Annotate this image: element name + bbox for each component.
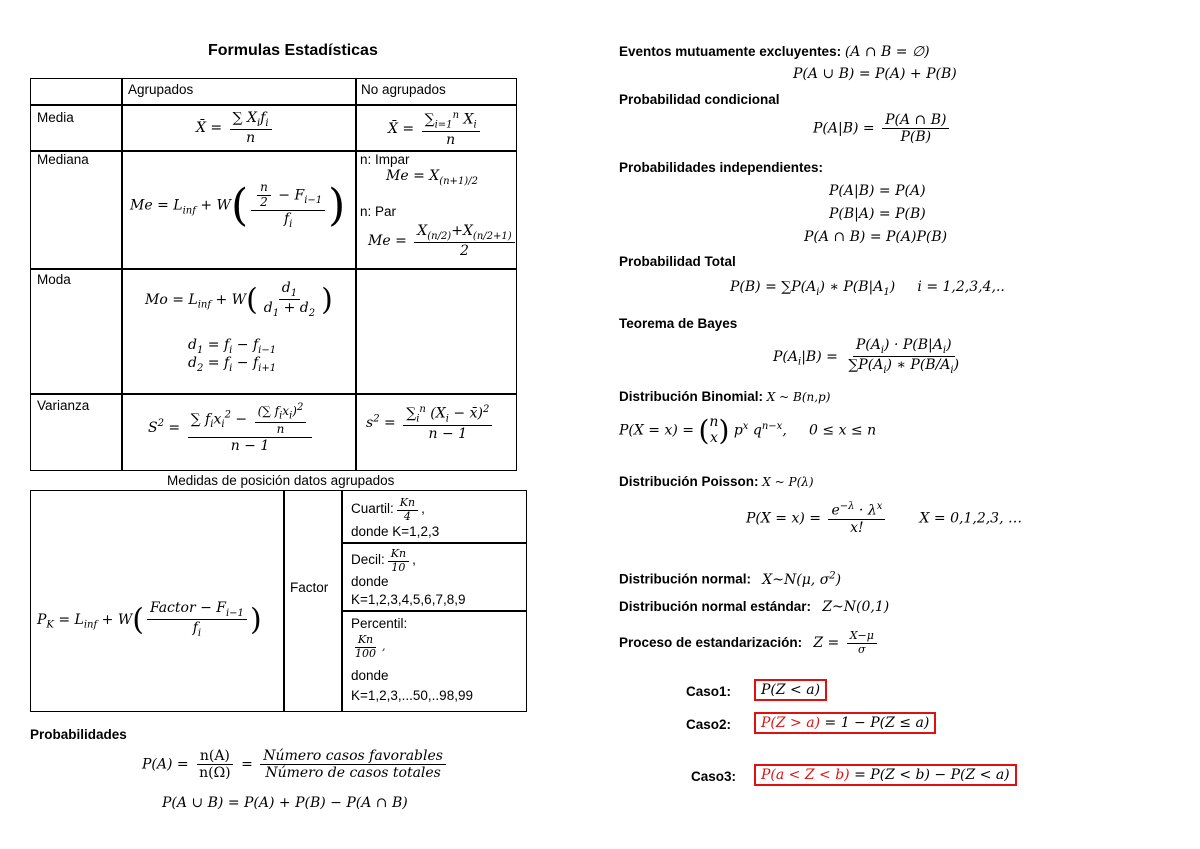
formula-excluyentes: P(A ∪ B) = P(A) + P(B) [793, 66, 957, 82]
caso3-formula: P(a < Z < b) = P(Z < b) − P(Z < a) [754, 764, 1017, 786]
formula-binomial: P(X = x) = ( n x ) $p^x$ $q^{n-x}$, 0 ≤ x ≤ n [619, 414, 877, 447]
condicional-heading: Probabilidad condicional [619, 92, 780, 107]
normal-heading: Distribución normal: X~N(μ, $\sigma^2$) [619, 570, 842, 588]
formula-varianza-no-agrupados: $s^2$ = $\frac{\sum_i^n (X_i - x̄)^2}{n - 1}$ [366, 404, 495, 442]
formula-union: P(A ∪ B) = P(A) + P(B) − P(A ∩ B) [162, 795, 408, 811]
decil-k: K=1,2,3,4,5,6,7,8,9 [351, 592, 466, 607]
formula-bayes: $P(A_i|B)$ = $\frac{P(A_i) \cdot P(B|A_i)}{\sum P(A_i) ∗ P(B/A_i)}$ [773, 337, 960, 377]
formula-laplace: P(A) = $\frac{n(A)}{n(\Omega)}$ = $\frac{\text{Número casos favorables}}{\text{Número de casos totales}}$ [142, 748, 449, 781]
percentil-label: Percentil: [351, 616, 408, 631]
totales-text: Número de casos totales [265, 765, 441, 782]
mediana-impar-label: n: Impar [360, 152, 410, 167]
factor-label: Factor [290, 580, 329, 595]
formula-indep-1: P(A|B) = P(A) [829, 183, 926, 199]
caso1-label: Caso1: [686, 684, 732, 699]
formula-mediana-agrupados: $Me = L_{inf} + W$( $\frac{n}{2}$ − $F_{i-1}$ $f_i$ ) [130, 180, 346, 231]
formula-d1: $d_1 = f_i - f_{i-1}$ [188, 337, 277, 356]
poisson-heading: Distribución Poisson: X ~ P(λ) [619, 474, 814, 489]
row-label-media: Media [37, 110, 74, 125]
total-heading: Probabilidad Total [619, 254, 736, 269]
formula-pk: $P_K = L_{inf} + W$( $\frac{Factor - F_{i-1}}{f_i}$ ) [37, 600, 262, 640]
formula-moda: $Mo = L_{inf} + W$( $\frac{d_1}{d_1 + d_2}$ ) [145, 280, 333, 320]
row-label-mediana: Mediana [37, 152, 89, 167]
caso2-formula: P(Z > a) = 1 − P(Z ≤ a) [754, 712, 936, 734]
formula-total: $P(B) = \sum P(A_i)$ ∗ $P(B|A_1)$ i = 1,2,3,4,.. [730, 279, 1005, 298]
page-title: Formulas Estadísticas [208, 42, 378, 59]
percentil-k: K=1,2,3,...50,..98,99 [351, 688, 473, 703]
row-label-varianza: Varianza [37, 398, 90, 413]
formula-indep-3: P(A ∩ B) = P(A)P(B) [804, 229, 948, 245]
table2-title: Medidas de posición datos agrupados [167, 473, 395, 488]
caso2-label: Caso2: [686, 717, 732, 732]
estandarizacion-heading: Proceso de estandarización: Z = $\frac{X-\mu}{\sigma}$ [619, 630, 880, 656]
formula-media-agrupados: X̄ = $\frac{\sum X_if_i}{n}$ [196, 110, 275, 146]
excluyentes-heading: Eventos mutuamente excluyentes: (A ∩ B = ∅) [619, 44, 930, 60]
formula-mediana-par: Me = $\frac{X_{(n/2)}+X_{(n/2+1)}}{2}$ [368, 223, 518, 259]
formula-media-no-agrupados: X̄ = $\frac{\sum_{i=1}^n X_i}{n}$ [388, 110, 483, 148]
caso1-formula: P(Z < a) [754, 679, 827, 701]
header-agrupados: Agrupados [128, 82, 194, 97]
formula-poisson: P(X = x) = $\frac{e^{-\lambda} \cdot \lambda^x}{x!}$ X = 0,1,2,3, … [746, 501, 1022, 536]
percentil-donde: donde [351, 668, 389, 683]
decil-donde: donde [351, 574, 389, 589]
formula-indep-2: P(B|A) = P(B) [829, 206, 926, 222]
formula-mediana-impar: $Me = X_{(n+1)/2}$ [386, 168, 478, 187]
probabilidades-title: Probabilidades [30, 727, 127, 742]
bayes-heading: Teorema de Bayes [619, 316, 738, 331]
mediana-par-label: n: Par [360, 204, 397, 219]
cuartil-k: donde K=1,2,3 [351, 524, 440, 539]
row-label-moda: Moda [37, 272, 71, 287]
favorables-text: Número casos favorables [260, 748, 446, 765]
percentil-fraction: $\frac{Kn}{100}$ , [355, 633, 386, 660]
cuartil-label: Cuartil: $\frac{Kn}{4}$ , [351, 496, 425, 523]
binomial-heading: Distribución Binomial: X ~ B(n,p) [619, 389, 831, 404]
independientes-heading: Probabilidades independientes: [619, 160, 824, 175]
header-no-agrupados: No agrupados [361, 82, 446, 97]
formula-condicional: P(A|B) = $\frac{P(A \cap B)}{P(B)}$ [813, 112, 952, 145]
caso3-label: Caso3: [691, 769, 737, 784]
normal-estandar-heading: Distribución normal estándar: Z~N(0,1) [619, 599, 890, 615]
formula-varianza-agrupados: $S^2$ = ∑ $f_ix_i^2$ − $\frac{(\sum f_ix_i)^2}{n}$ n − 1 [148, 402, 315, 454]
formula-d2: $d_2 = f_i - f_{i+1}$ [188, 355, 277, 374]
decil-label: Decil: $\frac{Kn}{10}$ , [351, 547, 416, 574]
